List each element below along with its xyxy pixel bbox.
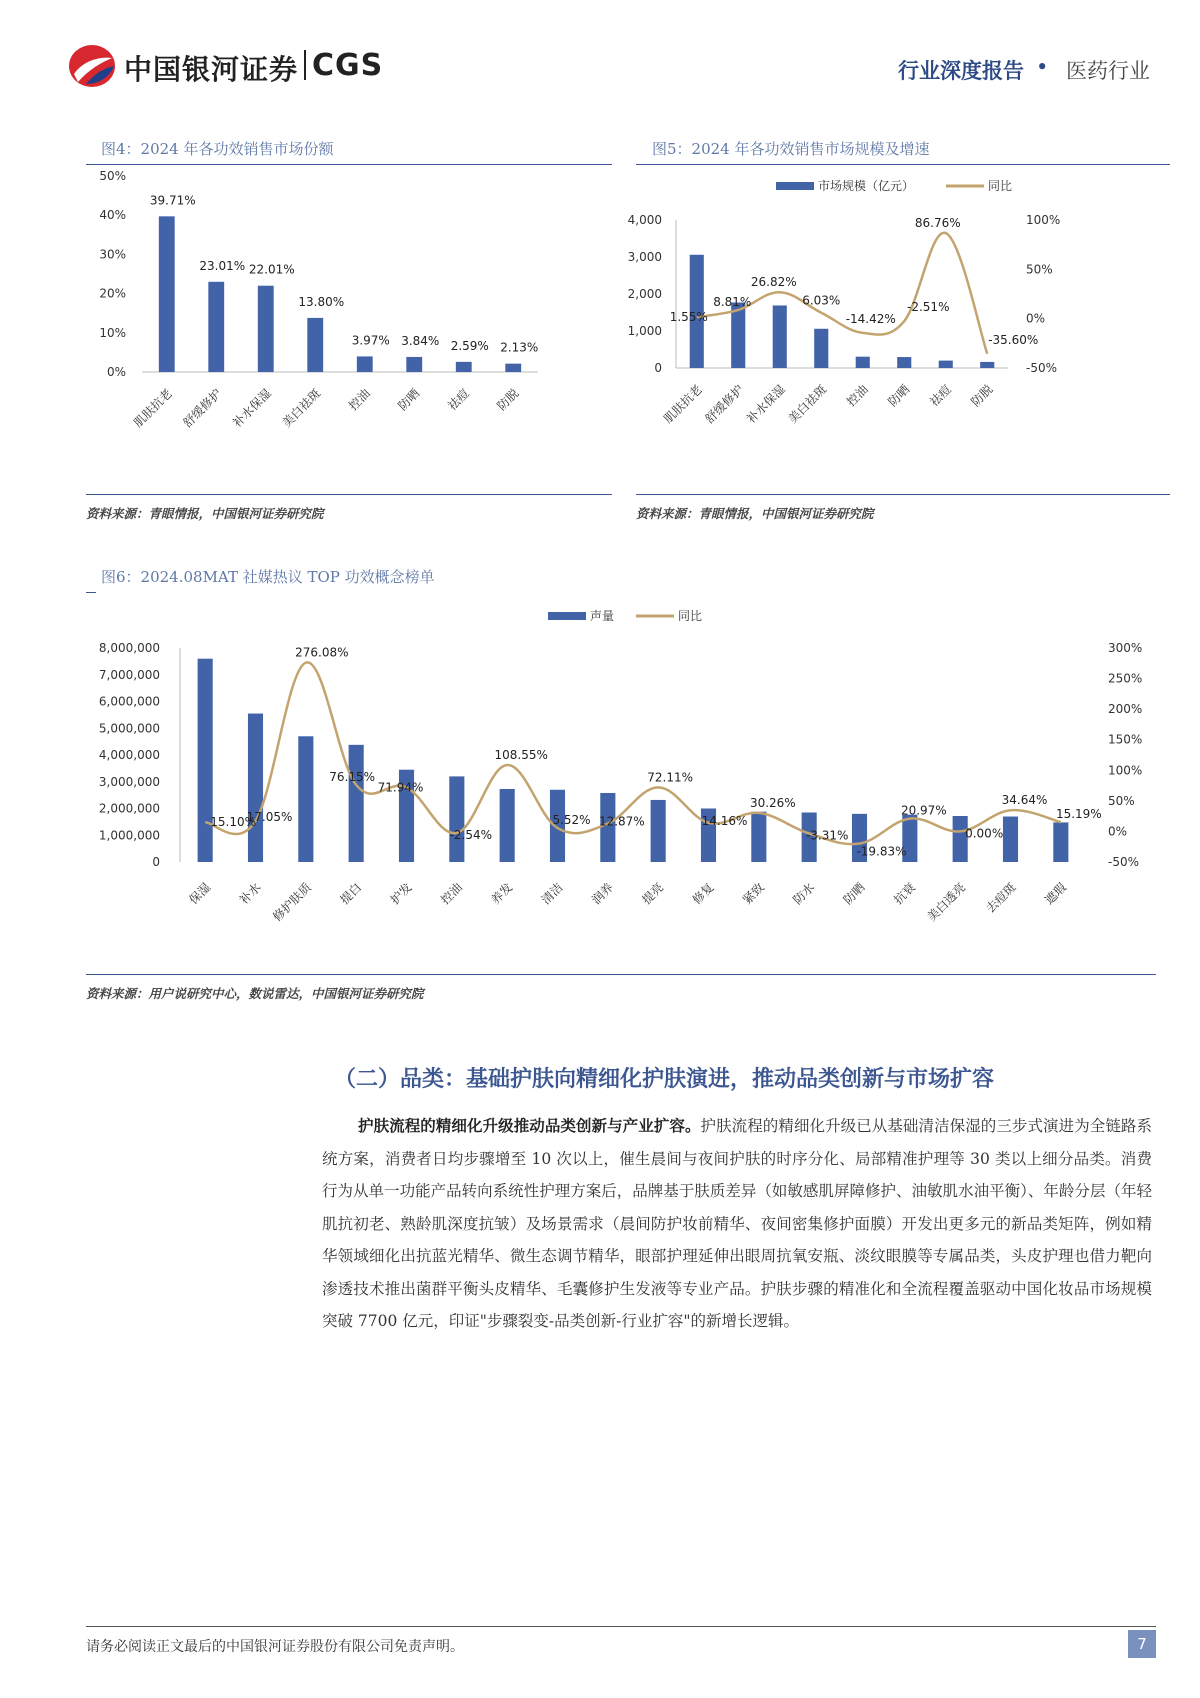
bar	[1003, 817, 1018, 862]
y-tick-label: 2,000	[627, 287, 662, 301]
y2-tick-label: 200%	[1108, 702, 1143, 717]
fig4-top-rule	[86, 164, 612, 165]
fig4-chart	[86, 168, 612, 490]
fig6-chart	[86, 600, 1156, 970]
fig4-bottom-rule	[86, 494, 612, 495]
x-tick-label: 肌肤抗老	[661, 382, 705, 427]
y-tick-label: 2,000,000	[98, 801, 160, 816]
y-tick-label: 0	[654, 361, 662, 375]
bar	[208, 282, 224, 372]
page-number: 7	[1128, 1630, 1156, 1658]
data-label: 1.55%	[669, 310, 708, 325]
x-tick-label: 美白祛斑	[785, 382, 830, 427]
section-paragraph	[322, 1110, 1152, 1338]
x-tick-label: 防脱	[968, 382, 996, 410]
x-tick-label: 控油	[843, 382, 871, 410]
x-tick-label: 去痘斑	[983, 880, 1019, 916]
fig4-source: 资料来源：青眼情报，中国银河证券研究院	[86, 506, 324, 521]
fig6-title: 图6：2024.08MAT 社媒热议 TOP 功效概念榜单	[101, 568, 435, 586]
fig5-chart	[627, 168, 1170, 490]
y2-tick-label: 50%	[1026, 262, 1053, 277]
data-label: -19.83%	[856, 844, 907, 859]
brand-name: CGS	[312, 48, 384, 83]
bar	[773, 305, 787, 368]
y-tick-label: 30%	[99, 247, 126, 262]
cgs-logo-icon	[68, 44, 116, 88]
x-tick-label: 肌肤抗老	[131, 386, 175, 431]
x-tick-label: 祛痘	[926, 382, 954, 410]
y-tick-label: 3,000,000	[98, 774, 160, 789]
bar	[897, 357, 911, 368]
y-tick-label: 5,000,000	[98, 721, 160, 736]
data-label: 86.76%	[914, 216, 961, 231]
data-label: 0.00%	[965, 826, 1004, 841]
bar	[406, 357, 422, 372]
data-label: 108.55%	[494, 748, 548, 763]
data-label: 39.71%	[149, 193, 196, 208]
y-tick-label: 6,000,000	[98, 694, 160, 709]
data-label: 71.94%	[377, 780, 424, 795]
x-tick-label: 抗衰	[891, 880, 918, 908]
industry: 医药行业	[1066, 59, 1150, 83]
legend-label-bar: 市场规模（亿元）	[818, 179, 915, 193]
data-label: 5.52%	[552, 813, 591, 828]
fig5-source: 资料来源：青眼情报，中国银河证券研究院	[636, 506, 874, 521]
x-tick-label: 保湿	[186, 880, 214, 908]
data-label: 20.97%	[900, 803, 947, 818]
paragraph-body: 护肤流程的精细化升级已从基础清洁保湿的三步式演进为全链路系统方案，消费者日均步骤增至 10 次以上，催生晨间与夜间护肤的时序分化、局部精准护理等 30 类以上细分品类。消费行为从单一功能产品转向系统性护理方案后，品牌基于肤质差异（如敏感肌屏障修护、油敏肌水油平衡）、年龄分层（年轻肌抗初老、熟龄肌深度抗皱）及场景需求（晨间防护妆前精华、夜间密集修护面膜）开发出更多元的新品类矩阵，例如精华领域细化出抗蓝光精华、微生态调节精华，眼部护理延伸出眼周抗氧安瓶、淡纹眼膜等专属品类，头皮护理也借力靶向渗透技术推出菌群平衡头皮精华、毛囊修护生发液等专业产品。护肤步骤的精准化和全流程覆盖驱动中国化妆品市场规模突破 7700 亿元，印证"步骤裂变-品类创新-行业扩容"的新增长逻辑。	[322, 1117, 1152, 1330]
x-tick-label: 遮瑕	[1042, 880, 1069, 908]
y-tick-label: 0	[152, 855, 160, 869]
data-label: 72.11%	[647, 770, 694, 785]
x-tick-label: 舒缓修护	[180, 386, 225, 431]
company-name: 中国银河证券	[124, 53, 299, 86]
x-tick-label: 控油	[438, 880, 465, 908]
bar	[751, 812, 766, 862]
data-label: 276.08%	[295, 645, 349, 660]
data-label: 23.01%	[199, 258, 246, 273]
data-label: -35.60%	[988, 332, 1039, 347]
x-tick-label: 修复	[689, 880, 717, 908]
bar	[500, 789, 515, 862]
x-tick-label: 防晒	[395, 386, 423, 414]
legend-swatch-bar	[776, 182, 814, 190]
data-label: 8.81%	[713, 294, 752, 309]
header	[0, 0, 1200, 110]
bar	[939, 361, 953, 368]
x-tick-label: 提白	[337, 880, 365, 908]
header-separator: •	[1036, 55, 1049, 79]
y-tick-label: 3,000	[627, 250, 662, 264]
fig5-title: 图5：2024 年各功效销售市场规模及增速	[652, 140, 930, 158]
legend-label-line: 同比	[678, 609, 703, 623]
x-tick-label: 防晒	[885, 382, 913, 410]
y2-tick-label: -50%	[1108, 855, 1140, 869]
bar	[505, 364, 521, 372]
data-label: -3.31%	[805, 828, 849, 843]
data-label: 30.26%	[749, 795, 796, 810]
x-tick-label: 补水保湿	[744, 382, 788, 427]
bar	[1053, 822, 1068, 862]
bar	[307, 318, 323, 372]
bar	[357, 356, 373, 372]
legend-swatch-bar	[548, 612, 586, 620]
bar	[349, 745, 364, 862]
bar	[248, 714, 263, 862]
y-tick-label: 1,000	[627, 324, 662, 338]
x-tick-label: 润养	[589, 880, 616, 908]
data-label: 26.82%	[750, 275, 797, 290]
legend-label-line: 同比	[988, 179, 1013, 193]
y2-tick-label: -50%	[1026, 361, 1058, 375]
bar	[298, 736, 313, 862]
data-label: 76.15%	[329, 769, 376, 784]
y-tick-label: 50%	[99, 169, 126, 183]
data-label: 3.84%	[401, 333, 440, 348]
data-label: 2.13%	[500, 340, 539, 355]
bar	[159, 216, 175, 372]
y2-tick-label: 50%	[1108, 793, 1135, 808]
x-tick-label: 提亮	[639, 880, 667, 908]
data-label: 3.97%	[351, 333, 390, 348]
fig6-source: 资料来源：用户说研究中心，数说雷达，中国银河证券研究院	[86, 986, 424, 1001]
footer-rule	[86, 1626, 1156, 1627]
fig4-title: 图4：2024 年各功效销售市场份额	[101, 140, 334, 158]
section-title: （二）品类：基础护肤向精细化护肤演进，推动品类创新与市场扩容	[334, 1066, 995, 1092]
data-label: 12.87%	[598, 814, 645, 829]
bar	[980, 362, 994, 368]
footer-disclaimer: 请务必阅读正文最后的中国银河证券股份有限公司免责声明。	[86, 1639, 464, 1655]
data-label: 34.64%	[1001, 793, 1048, 808]
data-label: 15.10%	[210, 815, 257, 830]
y-tick-label: 20%	[99, 286, 126, 301]
report-type: 行业深度报告	[898, 58, 1024, 83]
x-tick-label: 防晒	[840, 880, 868, 908]
x-tick-label: 护发	[387, 880, 415, 908]
fig5-top-rule	[636, 164, 1170, 165]
x-tick-label: 养发	[488, 880, 516, 908]
x-tick-label: 舒缓修护	[702, 382, 747, 427]
paragraph-lead: 护肤流程的精细化升级推动品类创新与产业扩容。	[358, 1116, 701, 1135]
x-tick-label: 清洁	[538, 880, 566, 908]
data-label: 17.05%	[246, 810, 293, 825]
x-tick-label: 祛痘	[444, 386, 472, 414]
fig5-bottom-rule	[636, 494, 1170, 495]
y-tick-label: 40%	[99, 208, 126, 223]
y-tick-label: 10%	[99, 325, 126, 340]
x-tick-label: 防水	[790, 880, 818, 908]
x-tick-label: 修护肤质	[270, 880, 314, 925]
y-tick-label: 4,000	[627, 213, 662, 227]
y2-tick-label: 300%	[1108, 641, 1143, 655]
data-label: 2.59%	[450, 338, 489, 353]
y2-tick-label: 0%	[1026, 311, 1046, 326]
x-tick-label: 控油	[345, 386, 373, 414]
data-label: 13.80%	[298, 294, 345, 309]
bar	[456, 362, 472, 372]
y-tick-label: 1,000,000	[98, 828, 160, 843]
data-label: -2.51%	[907, 300, 950, 315]
y-tick-label: 7,000,000	[98, 667, 160, 682]
x-tick-label: 美白祛斑	[279, 386, 324, 431]
bar	[449, 776, 464, 862]
data-label: -2.54%	[449, 827, 493, 842]
y2-tick-label: 250%	[1108, 671, 1143, 686]
fig6-bottom-rule	[86, 974, 1156, 975]
y-tick-label: 0%	[106, 365, 126, 379]
x-tick-label: 补水	[236, 880, 264, 908]
bar	[856, 357, 870, 368]
x-tick-label: 防脱	[494, 386, 522, 414]
x-tick-label: 紧致	[740, 880, 767, 908]
data-label: 22.01%	[248, 262, 295, 277]
y2-tick-label: 100%	[1026, 213, 1061, 227]
y2-tick-label: 150%	[1108, 732, 1143, 747]
y2-tick-label: 100%	[1108, 763, 1143, 778]
y-tick-label: 4,000,000	[98, 748, 160, 762]
data-label: 14.16%	[701, 813, 748, 828]
logo-divider	[304, 50, 306, 80]
y-tick-label: 8,000,000	[98, 641, 160, 655]
data-label: 6.03%	[802, 293, 841, 308]
data-label: 15.19%	[1055, 807, 1102, 822]
fig6-top-rule	[86, 592, 96, 593]
legend-label-bar: 声量	[590, 609, 615, 623]
x-tick-label: 补水保湿	[230, 386, 274, 431]
bar	[198, 659, 213, 862]
bar	[814, 329, 828, 368]
x-tick-label: 美白透亮	[924, 880, 969, 925]
y2-tick-label: 0%	[1108, 824, 1128, 839]
bar	[258, 286, 274, 372]
bar	[651, 800, 666, 862]
data-label: -14.42%	[845, 311, 896, 326]
